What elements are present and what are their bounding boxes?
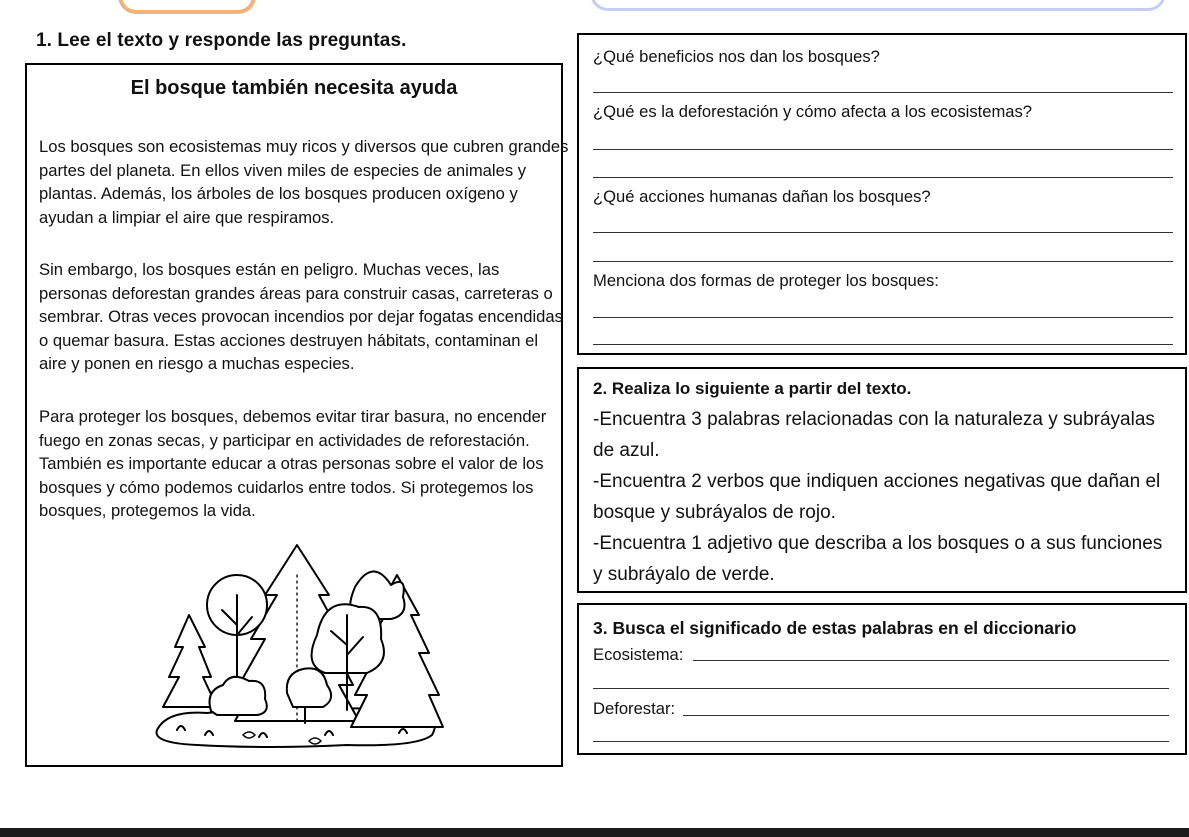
answer-line[interactable] bbox=[593, 344, 1173, 345]
bottom-bar bbox=[0, 828, 1189, 837]
reading-paragraph-3: Para proteger los bosques, debemos evitar tirar basura, no encender fuego en zonas secas, y participar en actividades de reforestación. También es importante educar a otras personas sobre el valor de los bosques y cómo podemos cuidarlos entre todos. Si protegemos los bosques, protegemos la vida. bbox=[39, 407, 547, 520]
tasks-box bbox=[577, 367, 1187, 593]
answer-line[interactable] bbox=[593, 741, 1169, 742]
task-3: -Encuentra 1 adjetivo que describa a los bosques o a sus funciones y subráyalo de verde. bbox=[593, 533, 1163, 585]
reading-title: El bosque también necesita ayuda bbox=[130, 77, 458, 99]
answer-line[interactable] bbox=[593, 688, 1169, 689]
answer-line[interactable] bbox=[593, 92, 1173, 93]
questions-box bbox=[577, 33, 1187, 355]
answer-line[interactable] bbox=[593, 177, 1173, 178]
dictionary-box bbox=[577, 603, 1187, 755]
answer-line[interactable] bbox=[593, 149, 1173, 150]
reading-box bbox=[25, 63, 569, 767]
question-3: ¿Qué acciones humanas dañan los bosques? bbox=[593, 187, 931, 206]
question-2: ¿Qué es la deforestación y cómo afecta a los ecosistemas? bbox=[593, 102, 1033, 121]
word-deforestar: Deforestar: bbox=[593, 699, 676, 718]
forest-illustration bbox=[147, 535, 447, 750]
answer-line[interactable] bbox=[593, 317, 1173, 318]
reading-paragraph-1: Los bosques son ecosistemas muy ricos y diversos que cubren grandes partes del planeta. En ellos viven miles de especies de animales y plantas. Además, los árboles de los bosques producen oxígeno y ayudan a limpiar el aire que respiramos. bbox=[39, 137, 569, 227]
answer-line[interactable] bbox=[683, 715, 1169, 716]
decorative-orange-tab bbox=[118, 0, 256, 14]
answer-line[interactable] bbox=[693, 660, 1169, 661]
reading-paragraph-2: Sin embargo, los bosques están en peligro. Muchas veces, las personas deforestan grandes áreas para construir casas, carreteras o sembrar. Otras veces provocan incendios por dejar fogatas encendidas o quemar basura. Estas acciones destruyen hábitats, contaminan el aire y ponen en riesgo a muchas especies. bbox=[39, 260, 563, 373]
question-1: ¿Qué beneficios nos dan los bosques? bbox=[593, 47, 880, 66]
section2-title: 2. Realiza lo siguiente a partir del texto. bbox=[593, 379, 912, 398]
section1-title: 1. Lee el texto y responde las preguntas. bbox=[36, 30, 407, 51]
word-ecosistema: Ecosistema: bbox=[593, 645, 684, 664]
task-2: -Encuentra 2 verbos que indiquen acciones negativas que dañan el bosque y subráyalos de rojo. bbox=[593, 471, 1161, 523]
task-1: -Encuentra 3 palabras relacionadas con la naturaleza y subráyalas de azul. bbox=[593, 409, 1155, 461]
section3-title: 3. Busca el significado de estas palabras en el diccionario bbox=[593, 618, 1077, 638]
answer-line[interactable] bbox=[593, 261, 1173, 262]
decorative-blue-tab bbox=[590, 0, 1166, 11]
question-4: Menciona dos formas de proteger los bosques: bbox=[593, 271, 939, 290]
answer-line[interactable] bbox=[593, 232, 1173, 233]
